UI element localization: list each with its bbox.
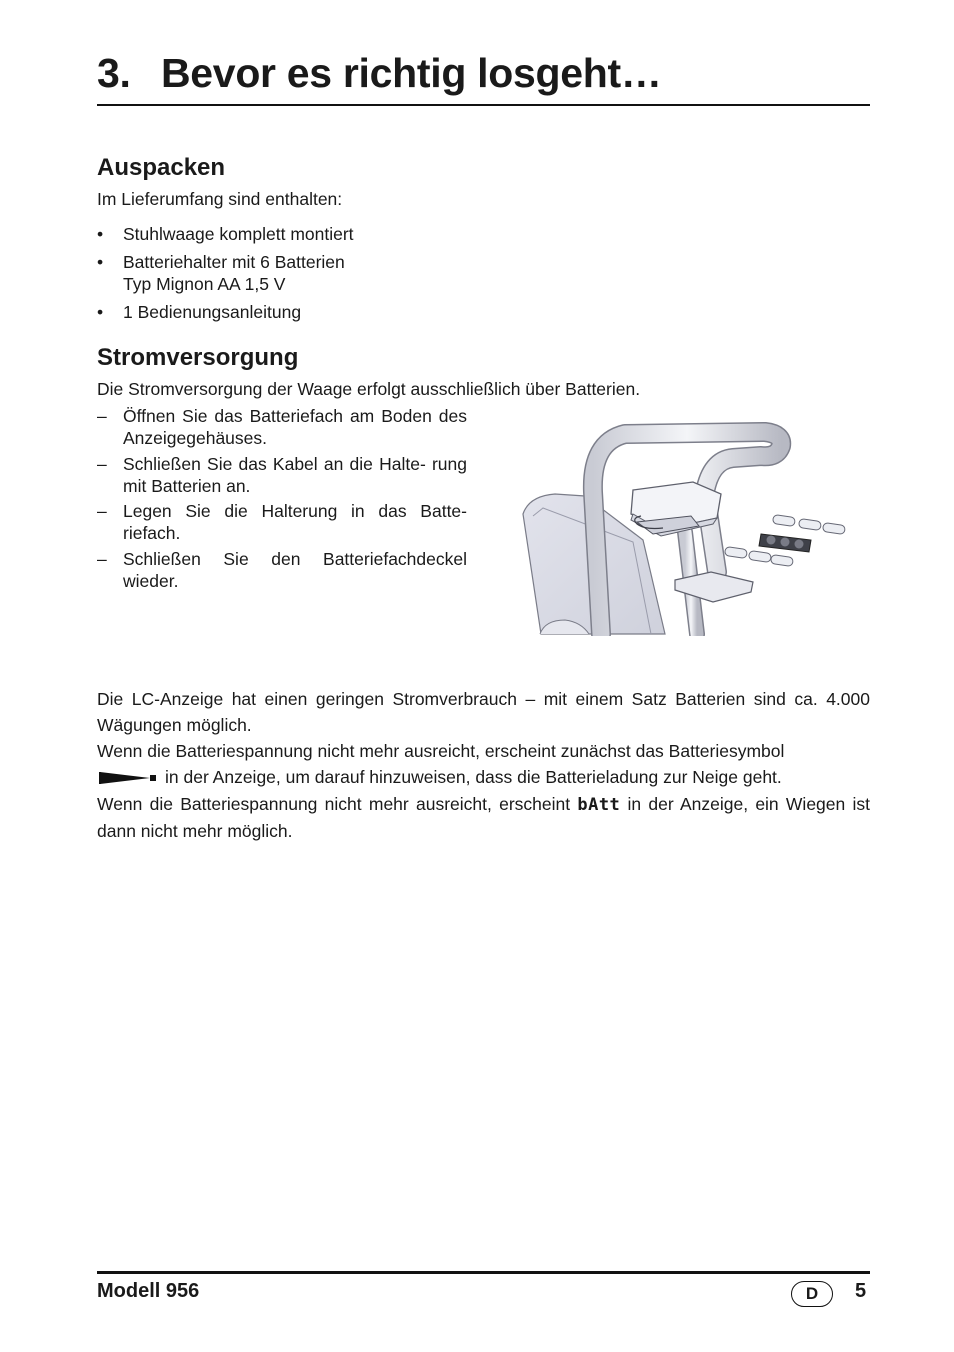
dash-marker: – (97, 501, 107, 521)
paragraph-empty-battery (97, 791, 870, 844)
list-item-text: Typ Mignon AA 1,5 V (123, 274, 286, 294)
low-battery-text-a: Wenn die Batteriespannung nicht mehr ausreicht, erscheint zunächst das Batteriesymbol (97, 741, 785, 761)
auspacken-intro: Im Lieferumfang sind enthalten: (97, 189, 343, 209)
dash-marker: – (97, 454, 107, 474)
language-badge: D (791, 1281, 833, 1307)
step-text: Legen Sie die Halterung in das Batte- riefach. (123, 501, 467, 543)
paragraph-low-battery (97, 738, 870, 790)
empty-battery-text-a: Wenn die Batteriespannung nicht mehr ausreicht, erscheint (97, 794, 571, 814)
page-number: 5 (855, 1280, 867, 1302)
dash-marker: – (97, 549, 107, 569)
section-title-auspacken: Auspacken (97, 154, 226, 181)
strom-intro: Die Stromversorgung der Waage erfolgt ausschließlich über Batterien. (97, 379, 641, 399)
list-item-text: Stuhlwaage komplett montiert (123, 224, 354, 244)
footer-model: Modell 956 (97, 1280, 200, 1302)
battery-row-top (772, 515, 845, 535)
step-text: Schließen Sie den Batteriefachdeckel wieder. (123, 549, 467, 591)
bullet: • (97, 252, 104, 272)
section-title-stromversorgung: Stromversorgung (97, 344, 299, 371)
battery-holder (759, 534, 811, 552)
list-item-text: 1 Bedienungsanleitung (123, 302, 302, 322)
empty-battery-text-b: in der Anzeige, ein Wiegen ist dann nicht mehr möglich. (97, 794, 870, 841)
title-rule (97, 104, 870, 106)
dash-marker: – (97, 406, 107, 426)
list-item-text: Batteriehalter mit 6 Batterien (123, 252, 345, 272)
battery-symbol-icon (99, 770, 157, 786)
step-text: Öffnen Sie das Batteriefach am Boden des Anzeigegehäuses. (123, 406, 467, 448)
page-title (97, 50, 662, 97)
lcd-batt-symbol: bAtt (577, 795, 621, 815)
low-battery-text-b: in der Anzeige, um darauf hinzuweisen, dass die Batterieladung zur Neige geht. (165, 767, 782, 787)
chapter-title: Bevor es richtig losgeht… (161, 50, 662, 96)
bullet: • (97, 302, 104, 322)
footer-rule (97, 1271, 870, 1274)
chapter-number: 3. (97, 50, 131, 96)
chair-scale-battery-illustration (515, 412, 855, 636)
bullet: • (97, 224, 104, 244)
step-text: Schließen Sie das Kabel an die Halte- rung mit Batterien an. (123, 454, 467, 496)
paragraph-consumption: Die LC-Anzeige hat einen geringen Stromverbrauch – mit einem Satz Batterien sind ca. 4.000 Wägungen möglich. (97, 689, 870, 735)
battery-row-bottom (724, 547, 793, 567)
